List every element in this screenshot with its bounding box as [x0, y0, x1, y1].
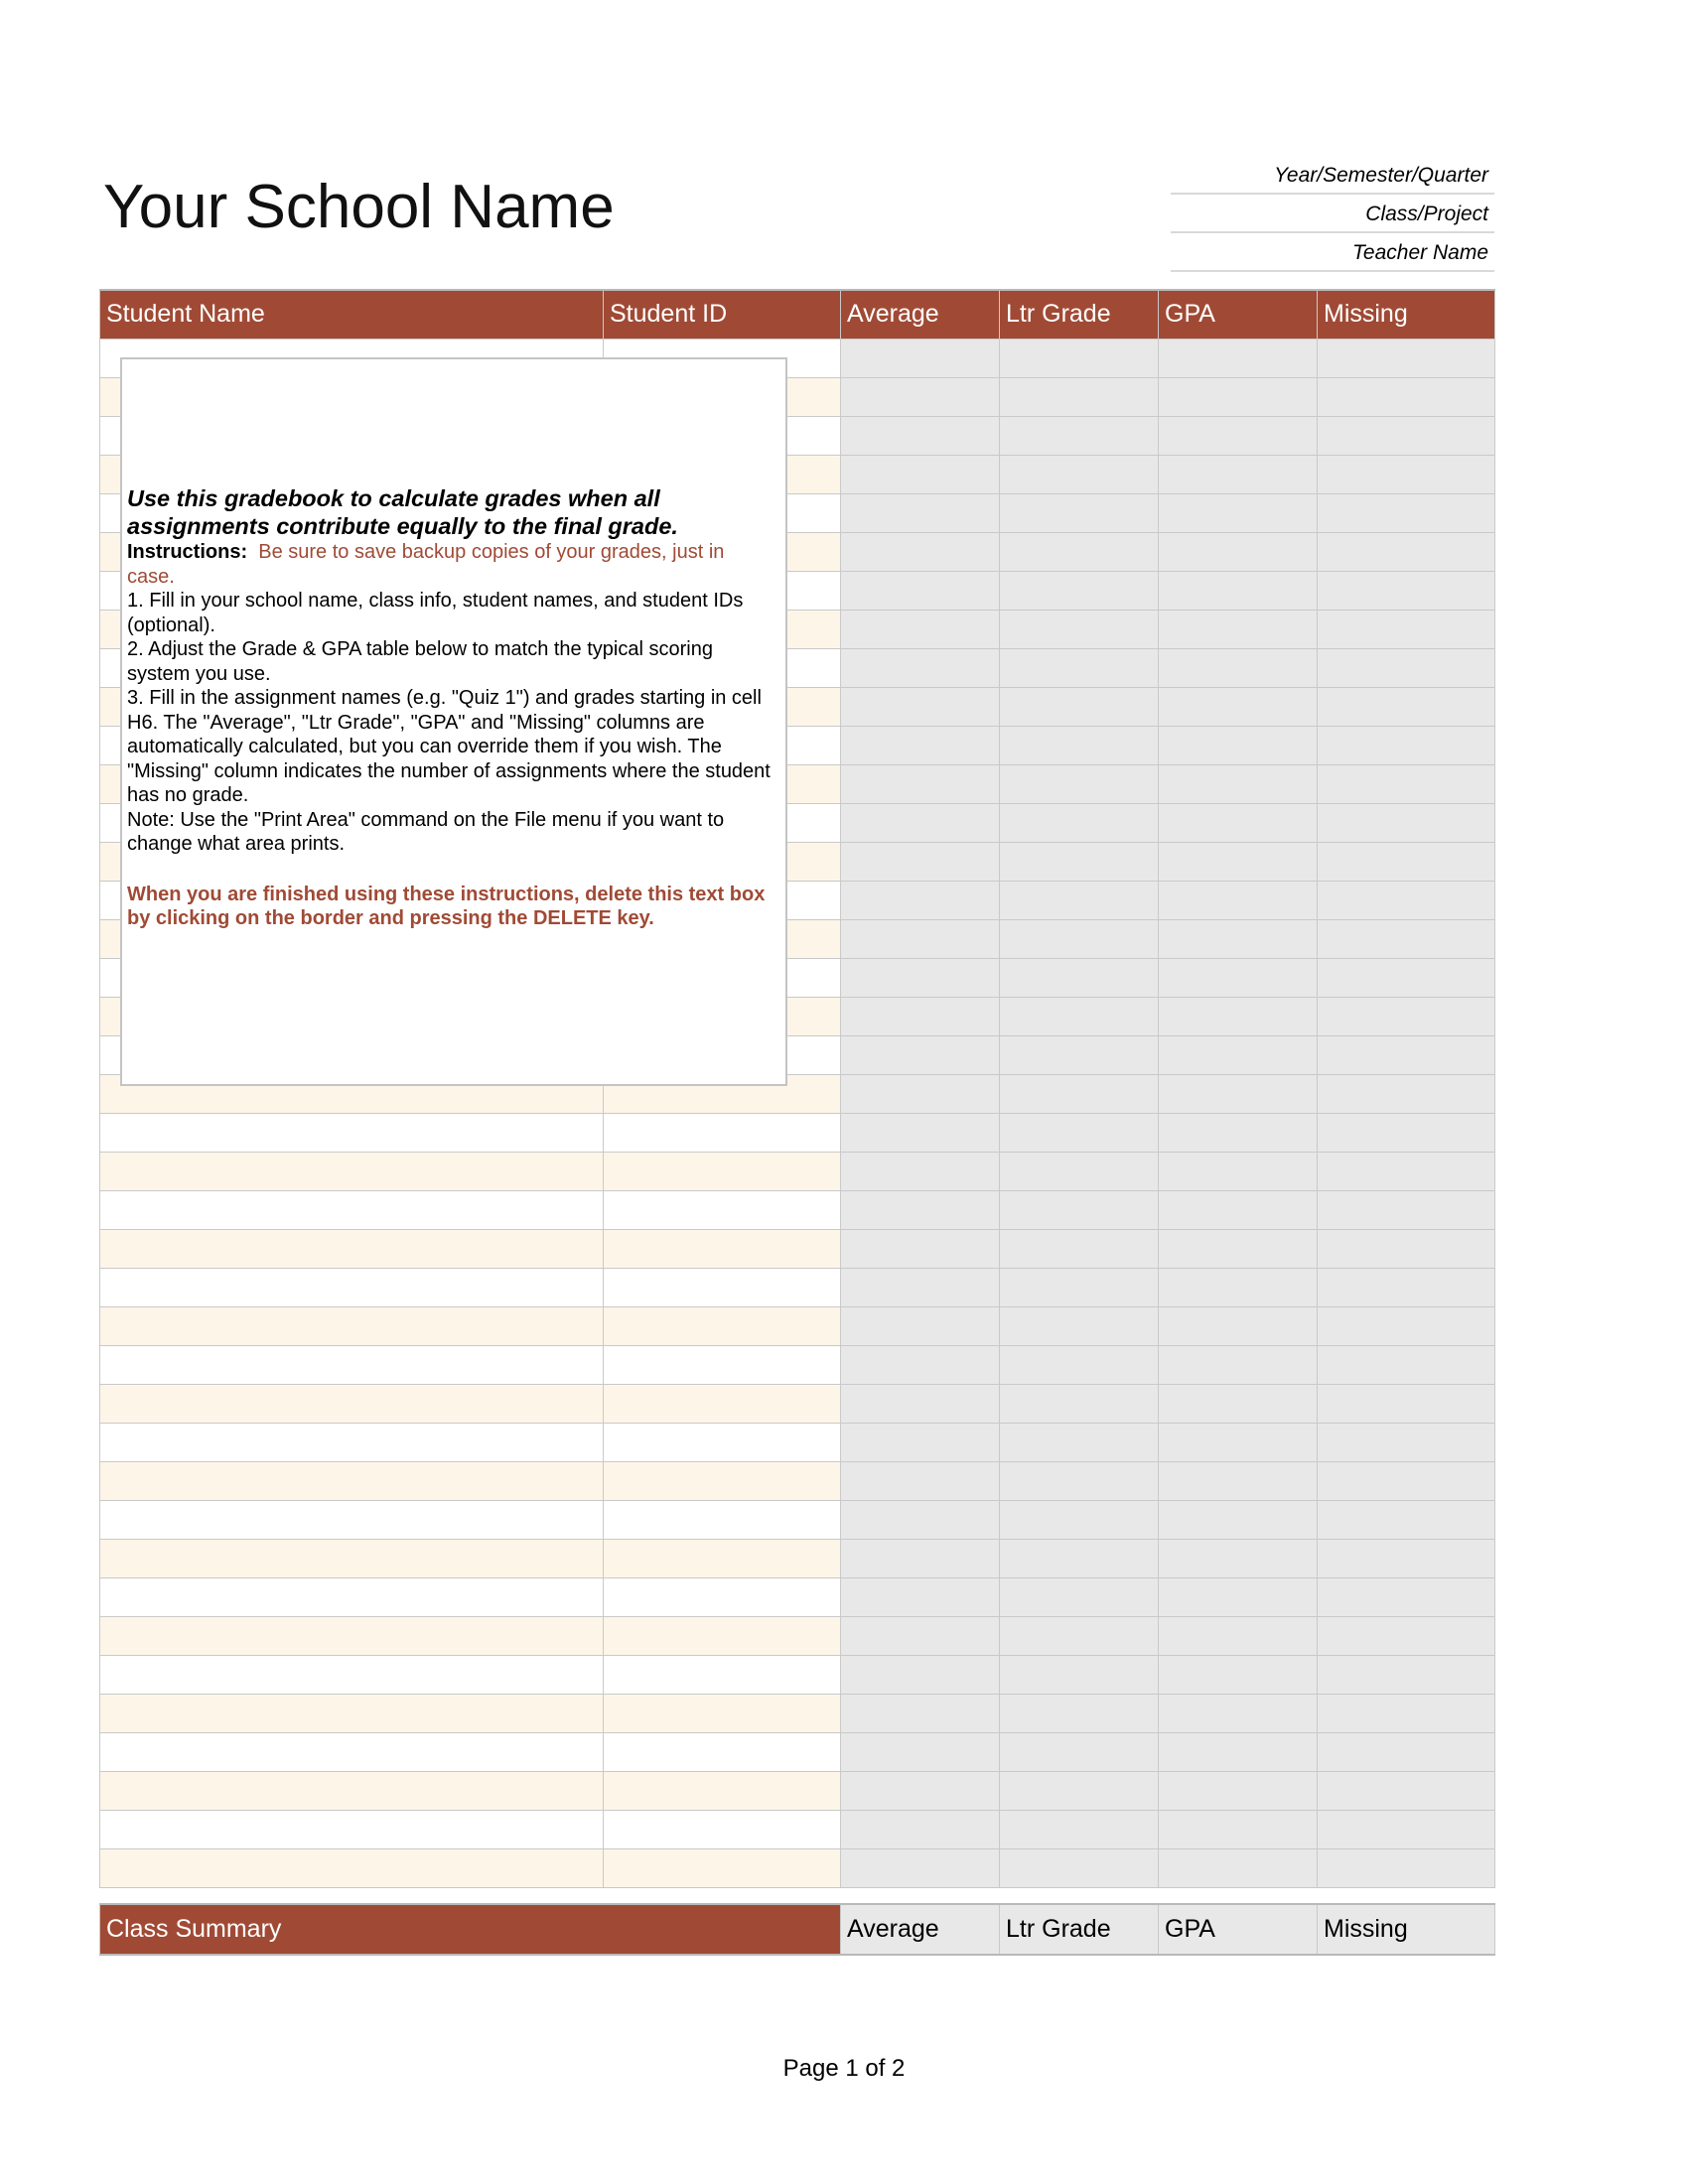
class-summary-label: Class Summary: [100, 1904, 841, 1955]
table-row: [100, 1229, 1495, 1268]
table-row: [100, 1423, 1495, 1461]
missing-cell[interactable]: [1318, 1035, 1495, 1074]
average-cell[interactable]: [841, 1500, 1000, 1539]
ltr-grade-cell[interactable]: [1000, 1074, 1159, 1113]
table-header-row: [100, 290, 1495, 339]
average-cell[interactable]: [841, 803, 1000, 842]
student-name-cell[interactable]: [100, 1616, 604, 1655]
gpa-cell[interactable]: [1159, 1577, 1318, 1616]
student-id-cell[interactable]: [604, 1152, 841, 1190]
average-cell[interactable]: [841, 1539, 1000, 1577]
instructions-label: Instructions:: [127, 541, 248, 563]
average-cell[interactable]: [841, 377, 1000, 416]
ltr-grade-cell[interactable]: [1000, 1229, 1159, 1268]
gpa-cell[interactable]: [1159, 1655, 1318, 1694]
ltr-grade-cell[interactable]: [1000, 1152, 1159, 1190]
col-average: Average: [841, 290, 1000, 339]
missing-cell[interactable]: [1318, 493, 1495, 532]
missing-cell[interactable]: [1318, 1732, 1495, 1771]
average-cell[interactable]: [841, 1461, 1000, 1500]
table-row: [100, 1848, 1495, 1887]
class-project-field[interactable]: Class/Project: [1171, 196, 1494, 233]
ltr-grade-cell[interactable]: [1000, 1810, 1159, 1848]
average-cell[interactable]: [841, 610, 1000, 648]
instructions-text-box[interactable]: [120, 357, 787, 1086]
average-cell[interactable]: [841, 1229, 1000, 1268]
ltr-grade-cell[interactable]: [1000, 764, 1159, 803]
average-cell[interactable]: [841, 726, 1000, 764]
missing-cell[interactable]: [1318, 339, 1495, 377]
student-id-cell[interactable]: [604, 1655, 841, 1694]
table-row: [100, 1268, 1495, 1306]
average-cell[interactable]: [841, 1345, 1000, 1384]
student-name-cell[interactable]: [100, 1732, 604, 1771]
missing-cell[interactable]: [1318, 726, 1495, 764]
table-row: [100, 1577, 1495, 1616]
missing-cell[interactable]: [1318, 1577, 1495, 1616]
table-row: [100, 1810, 1495, 1848]
table-row: [100, 1345, 1495, 1384]
gpa-cell[interactable]: [1159, 1384, 1318, 1423]
missing-cell[interactable]: [1318, 958, 1495, 997]
teacher-name-field[interactable]: Teacher Name: [1171, 234, 1494, 272]
gpa-cell[interactable]: [1159, 1035, 1318, 1074]
missing-cell[interactable]: [1318, 416, 1495, 455]
average-cell[interactable]: [841, 1616, 1000, 1655]
missing-cell[interactable]: [1318, 881, 1495, 919]
missing-cell[interactable]: [1318, 1810, 1495, 1848]
col-student-name: Student Name: [100, 290, 604, 339]
table-row: [100, 1113, 1495, 1152]
gpa-cell[interactable]: [1159, 1848, 1318, 1887]
gpa-cell[interactable]: [1159, 610, 1318, 648]
student-name-cell[interactable]: [100, 1539, 604, 1577]
table-row: [100, 1771, 1495, 1810]
student-name-cell[interactable]: [100, 1306, 604, 1345]
student-id-cell[interactable]: [604, 1810, 841, 1848]
average-cell[interactable]: [841, 1848, 1000, 1887]
missing-cell[interactable]: [1318, 764, 1495, 803]
gpa-cell[interactable]: [1159, 958, 1318, 997]
student-id-cell[interactable]: [604, 1461, 841, 1500]
missing-cell[interactable]: [1318, 1848, 1495, 1887]
gpa-cell[interactable]: [1159, 1694, 1318, 1732]
gpa-cell[interactable]: [1159, 1113, 1318, 1152]
missing-cell[interactable]: [1318, 1500, 1495, 1539]
average-cell[interactable]: [841, 1810, 1000, 1848]
ltr-grade-cell[interactable]: [1000, 803, 1159, 842]
ltr-grade-cell[interactable]: [1000, 1771, 1159, 1810]
average-cell[interactable]: [841, 687, 1000, 726]
student-name-cell[interactable]: [100, 1113, 604, 1152]
gpa-cell[interactable]: [1159, 455, 1318, 493]
average-cell[interactable]: [841, 1152, 1000, 1190]
col-missing: Missing: [1318, 290, 1495, 339]
table-row: [100, 1461, 1495, 1500]
missing-cell[interactable]: [1318, 1655, 1495, 1694]
gpa-cell[interactable]: [1159, 1345, 1318, 1384]
missing-cell[interactable]: [1318, 1461, 1495, 1500]
average-cell[interactable]: [841, 881, 1000, 919]
table-row: [100, 1500, 1495, 1539]
missing-cell[interactable]: [1318, 1345, 1495, 1384]
average-cell[interactable]: [841, 571, 1000, 610]
missing-cell[interactable]: [1318, 455, 1495, 493]
table-row: [100, 1190, 1495, 1229]
page-number: Page 1 of 2: [782, 2055, 906, 2082]
gpa-cell[interactable]: [1159, 648, 1318, 687]
year-semester-field[interactable]: Year/Semester/Quarter: [1171, 157, 1494, 195]
gpa-cell[interactable]: [1159, 803, 1318, 842]
ltr-grade-cell[interactable]: [1000, 1694, 1159, 1732]
gpa-cell[interactable]: [1159, 881, 1318, 919]
ltr-grade-cell[interactable]: [1000, 377, 1159, 416]
average-cell[interactable]: [841, 764, 1000, 803]
missing-cell[interactable]: [1318, 1423, 1495, 1461]
gpa-cell[interactable]: [1159, 1500, 1318, 1539]
average-cell[interactable]: [841, 1190, 1000, 1229]
col-student-id: Student ID: [604, 290, 841, 339]
average-cell[interactable]: [841, 997, 1000, 1035]
missing-cell[interactable]: [1318, 1229, 1495, 1268]
student-id-cell[interactable]: [604, 1423, 841, 1461]
ltr-grade-cell[interactable]: [1000, 726, 1159, 764]
ltr-grade-cell[interactable]: [1000, 919, 1159, 958]
average-cell[interactable]: [841, 1035, 1000, 1074]
average-cell[interactable]: [841, 1306, 1000, 1345]
missing-cell[interactable]: [1318, 1306, 1495, 1345]
gpa-cell[interactable]: [1159, 1771, 1318, 1810]
student-name-cell[interactable]: [100, 1190, 604, 1229]
student-name-cell[interactable]: [100, 1655, 604, 1694]
gpa-cell[interactable]: [1159, 1074, 1318, 1113]
ltr-grade-cell[interactable]: [1000, 1732, 1159, 1771]
average-cell[interactable]: [841, 416, 1000, 455]
average-cell[interactable]: [841, 958, 1000, 997]
average-cell[interactable]: [841, 532, 1000, 571]
ltr-grade-cell[interactable]: [1000, 1306, 1159, 1345]
instruction-note: Note: Use the "Print Area" command on the File menu if you want to change what area prints.: [127, 808, 725, 855]
table-row: [100, 1384, 1495, 1423]
ltr-grade-cell[interactable]: [1000, 532, 1159, 571]
instruction-step-2: 2. Adjust the Grade & GPA table below to match the typical scoring system you use.: [127, 638, 713, 685]
class-info-block: [1171, 157, 1494, 273]
backup-note: Be sure to save backup copies of your grades, just in case.: [127, 541, 725, 588]
gpa-cell[interactable]: [1159, 842, 1318, 881]
ltr-grade-cell[interactable]: [1000, 1461, 1159, 1500]
ltr-grade-cell[interactable]: [1000, 958, 1159, 997]
student-id-cell[interactable]: [604, 1694, 841, 1732]
student-name-cell[interactable]: [100, 1848, 604, 1887]
ltr-grade-cell[interactable]: [1000, 416, 1159, 455]
missing-cell[interactable]: [1318, 648, 1495, 687]
average-cell[interactable]: [841, 1074, 1000, 1113]
student-id-cell[interactable]: [604, 1577, 841, 1616]
student-name-cell[interactable]: [100, 1268, 604, 1306]
gpa-cell[interactable]: [1159, 1423, 1318, 1461]
missing-cell[interactable]: [1318, 1113, 1495, 1152]
table-row: [100, 1152, 1495, 1190]
ltr-grade-cell[interactable]: [1000, 1268, 1159, 1306]
student-id-cell[interactable]: [604, 1268, 841, 1306]
average-cell[interactable]: [841, 1113, 1000, 1152]
ltr-grade-cell[interactable]: [1000, 997, 1159, 1035]
ltr-grade-cell[interactable]: [1000, 1848, 1159, 1887]
summary-gpa: GPA: [1159, 1904, 1318, 1955]
ltr-grade-cell[interactable]: [1000, 881, 1159, 919]
gpa-cell[interactable]: [1159, 1616, 1318, 1655]
student-name-cell[interactable]: [100, 1694, 604, 1732]
gpa-cell[interactable]: [1159, 1810, 1318, 1848]
missing-cell[interactable]: [1318, 1384, 1495, 1423]
average-cell[interactable]: [841, 1577, 1000, 1616]
col-gpa: GPA: [1159, 290, 1318, 339]
ltr-grade-cell[interactable]: [1000, 1190, 1159, 1229]
average-cell[interactable]: [841, 1771, 1000, 1810]
ltr-grade-cell[interactable]: [1000, 610, 1159, 648]
school-name-title: Your School Name: [103, 173, 615, 241]
ltr-grade-cell[interactable]: [1000, 648, 1159, 687]
gpa-cell[interactable]: [1159, 1539, 1318, 1577]
gpa-cell[interactable]: [1159, 764, 1318, 803]
gpa-cell[interactable]: [1159, 997, 1318, 1035]
gpa-cell[interactable]: [1159, 1152, 1318, 1190]
gpa-cell[interactable]: [1159, 532, 1318, 571]
table-row: [100, 1616, 1495, 1655]
missing-cell[interactable]: [1318, 997, 1495, 1035]
ltr-grade-cell[interactable]: [1000, 339, 1159, 377]
gpa-cell[interactable]: [1159, 571, 1318, 610]
table-row: [100, 1306, 1495, 1345]
class-summary-table: [99, 1903, 1495, 1956]
gpa-cell[interactable]: [1159, 493, 1318, 532]
missing-cell[interactable]: [1318, 1152, 1495, 1190]
ltr-grade-cell[interactable]: [1000, 571, 1159, 610]
average-cell[interactable]: [841, 455, 1000, 493]
missing-cell[interactable]: [1318, 610, 1495, 648]
missing-cell[interactable]: [1318, 377, 1495, 416]
summary-missing: Missing: [1318, 1904, 1495, 1955]
gpa-cell[interactable]: [1159, 1268, 1318, 1306]
table-row: [100, 1655, 1495, 1694]
student-id-cell[interactable]: [604, 1229, 841, 1268]
average-cell[interactable]: [841, 1423, 1000, 1461]
missing-cell[interactable]: [1318, 803, 1495, 842]
delete-box-note: When you are finished using these instructions, delete this text box by clicking on the border and pressing the DELETE key.: [127, 883, 766, 929]
table-row: [100, 1694, 1495, 1732]
student-id-cell[interactable]: [604, 1771, 841, 1810]
average-cell[interactable]: [841, 339, 1000, 377]
student-id-cell[interactable]: [604, 1113, 841, 1152]
student-name-cell[interactable]: [100, 1771, 604, 1810]
table-row: [100, 1732, 1495, 1771]
missing-cell[interactable]: [1318, 687, 1495, 726]
average-cell[interactable]: [841, 1694, 1000, 1732]
summary-average: Average: [841, 1904, 1000, 1955]
student-name-cell[interactable]: [100, 1423, 604, 1461]
gpa-cell[interactable]: [1159, 726, 1318, 764]
col-ltr-grade: Ltr Grade: [1000, 290, 1159, 339]
ltr-grade-cell[interactable]: [1000, 493, 1159, 532]
student-name-cell[interactable]: [100, 1461, 604, 1500]
gpa-cell[interactable]: [1159, 1306, 1318, 1345]
gpa-cell[interactable]: [1159, 1190, 1318, 1229]
average-cell[interactable]: [841, 648, 1000, 687]
average-cell[interactable]: [841, 493, 1000, 532]
student-name-cell[interactable]: [100, 1345, 604, 1384]
student-id-cell[interactable]: [604, 1539, 841, 1577]
average-cell[interactable]: [841, 842, 1000, 881]
ltr-grade-cell[interactable]: [1000, 1655, 1159, 1694]
ltr-grade-cell[interactable]: [1000, 1113, 1159, 1152]
gpa-cell[interactable]: [1159, 1732, 1318, 1771]
average-cell[interactable]: [841, 1732, 1000, 1771]
gpa-cell[interactable]: [1159, 339, 1318, 377]
student-name-cell[interactable]: [100, 1810, 604, 1848]
ltr-grade-cell[interactable]: [1000, 1539, 1159, 1577]
missing-cell[interactable]: [1318, 1190, 1495, 1229]
gpa-cell[interactable]: [1159, 1461, 1318, 1500]
student-id-cell[interactable]: [604, 1345, 841, 1384]
student-id-cell[interactable]: [604, 1306, 841, 1345]
missing-cell[interactable]: [1318, 1074, 1495, 1113]
missing-cell[interactable]: [1318, 1694, 1495, 1732]
student-id-cell[interactable]: [604, 1384, 841, 1423]
average-cell[interactable]: [841, 919, 1000, 958]
student-id-cell[interactable]: [604, 1190, 841, 1229]
missing-cell[interactable]: [1318, 532, 1495, 571]
ltr-grade-cell[interactable]: [1000, 455, 1159, 493]
summary-ltr-grade: Ltr Grade: [1000, 1904, 1159, 1955]
ltr-grade-cell[interactable]: [1000, 1500, 1159, 1539]
instructions-heading: Use this gradebook to calculate grades when all assignments contribute equally to the final grade.: [127, 485, 678, 539]
table-row: [100, 1539, 1495, 1577]
average-cell[interactable]: [841, 1268, 1000, 1306]
instruction-step-1: 1. Fill in your school name, class info, student names, and student IDs (optional).: [127, 590, 744, 636]
ltr-grade-cell[interactable]: [1000, 1616, 1159, 1655]
missing-cell[interactable]: [1318, 919, 1495, 958]
missing-cell[interactable]: [1318, 1771, 1495, 1810]
ltr-grade-cell[interactable]: [1000, 1345, 1159, 1384]
student-name-cell[interactable]: [100, 1152, 604, 1190]
missing-cell[interactable]: [1318, 1268, 1495, 1306]
instruction-step-3: 3. Fill in the assignment names (e.g. "Quiz 1") and grades starting in cell H6. The "Average", "Ltr Grade", "GPA" and "Missing" columns are automatically calculated, but you can override them if you wish. The "Missing" column indicates the number of assignments where the student has no grade.: [127, 687, 771, 806]
average-cell[interactable]: [841, 1655, 1000, 1694]
ltr-grade-cell[interactable]: [1000, 842, 1159, 881]
student-id-cell[interactable]: [604, 1848, 841, 1887]
student-name-cell[interactable]: [100, 1577, 604, 1616]
class-summary-row: [100, 1904, 1495, 1955]
gpa-cell[interactable]: [1159, 919, 1318, 958]
ltr-grade-cell[interactable]: [1000, 687, 1159, 726]
missing-cell[interactable]: [1318, 1616, 1495, 1655]
ltr-grade-cell[interactable]: [1000, 1577, 1159, 1616]
missing-cell[interactable]: [1318, 571, 1495, 610]
gpa-cell[interactable]: [1159, 1229, 1318, 1268]
student-id-cell[interactable]: [604, 1732, 841, 1771]
student-id-cell[interactable]: [604, 1616, 841, 1655]
missing-cell[interactable]: [1318, 842, 1495, 881]
ltr-grade-cell[interactable]: [1000, 1384, 1159, 1423]
student-name-cell[interactable]: [100, 1500, 604, 1539]
student-name-cell[interactable]: [100, 1384, 604, 1423]
average-cell[interactable]: [841, 1384, 1000, 1423]
student-name-cell[interactable]: [100, 1229, 604, 1268]
instructions-intro: [127, 540, 775, 589]
student-id-cell[interactable]: [604, 1500, 841, 1539]
ltr-grade-cell[interactable]: [1000, 1423, 1159, 1461]
gpa-cell[interactable]: [1159, 687, 1318, 726]
gpa-cell[interactable]: [1159, 416, 1318, 455]
missing-cell[interactable]: [1318, 1539, 1495, 1577]
ltr-grade-cell[interactable]: [1000, 1035, 1159, 1074]
gpa-cell[interactable]: [1159, 377, 1318, 416]
